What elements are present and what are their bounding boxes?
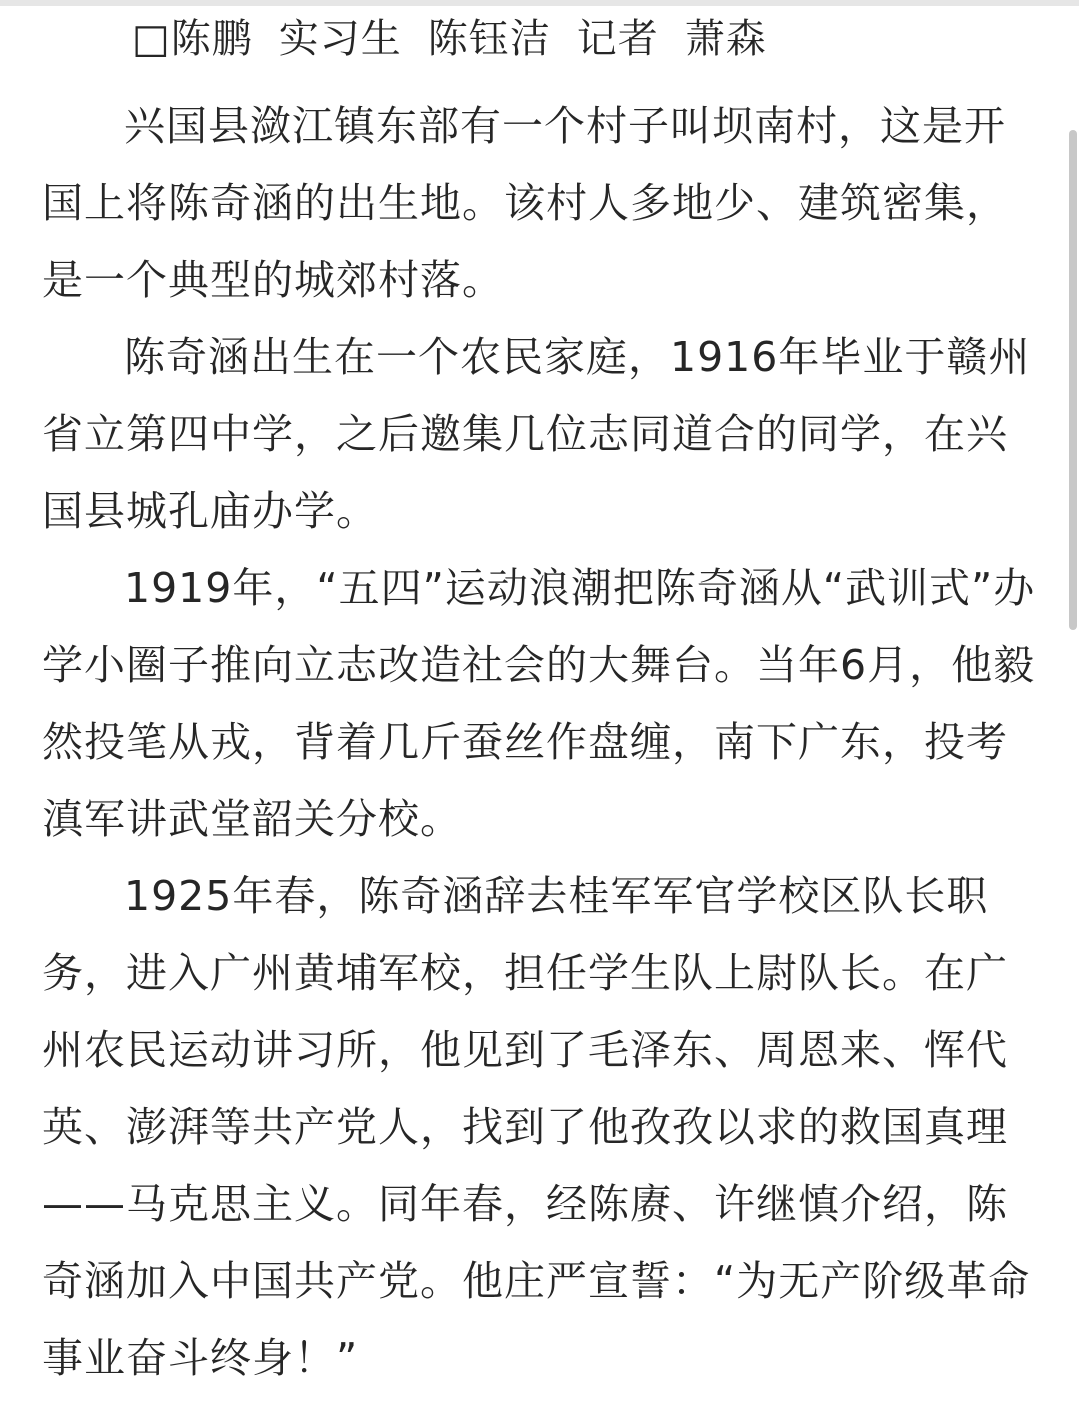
article-paragraph: 1925年春，陈奇涵辞去桂军军官学校区队长职务，进入广州黄埔军校，担任学生队上尉队长。在广州农民运动讲习所，他见到了毛泽东、周恩来、恽代英、澎湃等共产党人，找到了他孜孜以求的救国真理——马克思主义。同年春，经陈赓、许继慎介绍，陈奇涵加入中国共产党。他庄严宣誓：“为无产阶级革命事业奋斗终身！”	[42, 872, 1031, 1382]
article-paragraph: 陈奇涵出生在一个农民家庭，1916年毕业于赣州省立第四中学，之后邀集几位志同道合的同学，在兴国县城孔庙办学。	[42, 333, 1031, 535]
byline-role: 记者	[576, 16, 659, 62]
scrollbar-thumb[interactable]	[1069, 130, 1077, 630]
article-paragraph: 兴国县潋江镇东部有一个村子叫坝南村，这是开国上将陈奇涵的出生地。该村人多地少、建筑密集，是一个典型的城郊村落。	[42, 102, 1008, 304]
byline-name: 萧森	[684, 16, 767, 62]
article-paragraph: 1919年，“五四”运动浪潮把陈奇涵从“武训式”办学小圈子推向立志改造社会的大舞台。当年6月，他毅然投笔从戎，背着几斤蚕丝作盘缠，南下广东，投考滇军讲武堂韶关分校。	[42, 564, 1036, 843]
byline-name: 陈鹏	[170, 16, 253, 62]
byline-marker: □	[132, 16, 171, 62]
byline-name: 陈钰洁	[427, 16, 551, 62]
byline	[42, 10, 1037, 68]
article-body	[42, 10, 1037, 1397]
byline-role: 实习生	[278, 16, 402, 62]
top-edge	[0, 0, 1079, 6]
